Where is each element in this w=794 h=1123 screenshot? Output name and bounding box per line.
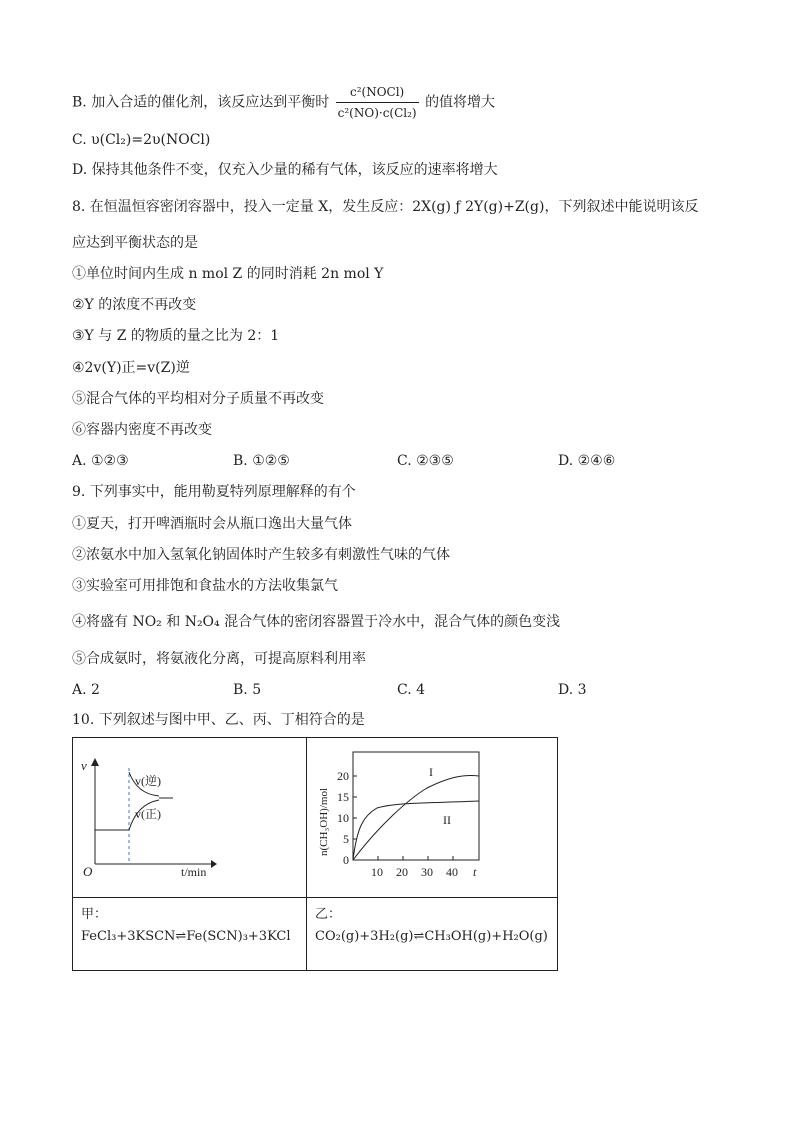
yi-y-tick-20: 20 [337, 769, 349, 783]
q7-option-b [72, 82, 495, 123]
yi-x-tick-30: 30 [421, 865, 433, 879]
caption-jia-cell [73, 898, 307, 971]
q7-option-c: C. υ(Cl₂)=2υ(NOCl) [72, 132, 211, 148]
yi-y-label: n(CH₃OH)/mol [318, 788, 330, 856]
q9-item-4: ④将盛有 NO₂ 和 N₂O₄ 混合气体的密闭容器置于冷水中，混合气体的颜色变浅 [72, 614, 561, 630]
yi-x-label: t [473, 865, 477, 879]
jia-label-forward: v(正) [135, 807, 161, 821]
yi-x-tick-20: 20 [396, 865, 408, 879]
q9-option-b[interactable]: B. 5 [233, 682, 262, 698]
q8-item-4: ④2v(Y)正=v(Z)逆 [72, 360, 190, 376]
q9-item-1: ①夏天，打开啤酒瓶时会从瓶口逸出大量气体 [72, 516, 352, 532]
figure-jia-graph [73, 738, 306, 893]
jia-label-reverse: v(逆) [135, 774, 161, 788]
q9-item-5: ⑤合成氨时，将氨液化分离，可提高原料利用率 [72, 651, 366, 667]
figure-yi-cell [307, 738, 558, 898]
q8-option-d[interactable]: D. ②④⑥ [558, 453, 616, 469]
figure-jia-cell [73, 738, 307, 898]
yi-y-tick-10: 10 [337, 811, 349, 825]
caption-jia-equation: FeCl₃+3KSCN⇌Fe(SCN)₃+3KCl [81, 929, 291, 944]
yi-x-tick-10: 10 [371, 865, 383, 879]
q7-option-b-fraction [336, 82, 419, 123]
q8-item-6: ⑥容器内密度不再改变 [72, 422, 212, 438]
q7-option-b-text: B. 加入合适的催化剂，该反应达到平衡时 [72, 94, 330, 111]
q8-option-a[interactable]: A. ①②③ [72, 453, 129, 469]
q9-item-2: ②浓氨水中加入氢氧化钠固体时产生较多有刺激性气味的气体 [72, 547, 450, 563]
caption-yi-label: 乙： [315, 907, 342, 922]
yi-curve-II [353, 801, 479, 860]
q7-option-b-tail: 的值将增大 [425, 94, 496, 111]
jia-x-arrow [211, 860, 217, 868]
q10-figure-table [72, 737, 558, 971]
q7-option-d: D. 保持其他条件不变，仅充入少量的稀有气体，该反应的速率将增大 [72, 162, 498, 178]
caption-yi [307, 898, 557, 948]
q8-option-b[interactable]: B. ①②⑤ [233, 453, 290, 469]
q8-item-3: ③Y 与 Z 的物质的量之比为 2：1 [72, 328, 280, 344]
q9-option-d[interactable]: D. 3 [558, 682, 587, 698]
q8-stem-line1: 8. 在恒温恒容密闭容器中，投入一定量 X，发生反应：2X(g) ƒ 2Y(g)+Z(g)，下列叙述中能说明该反 [72, 199, 699, 215]
q8-stem-line2: 应达到平衡状态的是 [72, 235, 198, 251]
yi-x-tick-40: 40 [446, 865, 458, 879]
q8-option-c[interactable]: C. ②③⑤ [397, 453, 454, 469]
fraction-numerator: c²(NOCl) [336, 82, 419, 103]
jia-y-label: v [81, 758, 87, 773]
q9-option-c[interactable]: C. 4 [397, 682, 426, 698]
caption-yi-cell [307, 898, 558, 971]
figure-yi-graph [307, 738, 557, 893]
yi-curve-I [353, 776, 479, 861]
yi-label-II: II [443, 813, 451, 827]
caption-yi-equation: CO₂(g)+3H₂(g)⇌CH₃OH(g)+H₂O(g) [315, 929, 548, 944]
q10-stem: 10. 下列叙述与图中甲、乙、丙、丁相符合的是 [72, 712, 365, 728]
q8-item-5: ⑤混合气体的平均相对分子质量不再改变 [72, 391, 324, 407]
q9-item-3: ③实验室可用排饱和食盐水的方法收集氯气 [72, 578, 338, 594]
yi-plot-frame [353, 752, 479, 860]
fraction-denominator: c²(NO)·c(Cl₂) [337, 106, 417, 120]
jia-x-label: t/min [181, 865, 207, 879]
yi-y-tick-0: 0 [343, 853, 349, 867]
caption-jia [73, 898, 306, 948]
q9-option-a[interactable]: A. 2 [72, 682, 100, 698]
q9-stem: 9. 下列事实中，能用勒夏特列原理解释的有个 [72, 484, 356, 500]
yi-y-tick-15: 15 [337, 790, 349, 804]
jia-y-arrow [91, 758, 99, 766]
yi-label-I: I [429, 765, 433, 779]
yi-y-tick-5: 5 [343, 832, 349, 846]
jia-origin: O [83, 864, 93, 879]
q8-item-1: ①单位时间内生成 n mol Z 的同时消耗 2n mol Y [72, 266, 384, 282]
caption-jia-label: 甲： [81, 907, 108, 922]
yi-x-ticks [371, 856, 477, 879]
q8-item-2: ②Y 的浓度不再改变 [72, 297, 197, 313]
